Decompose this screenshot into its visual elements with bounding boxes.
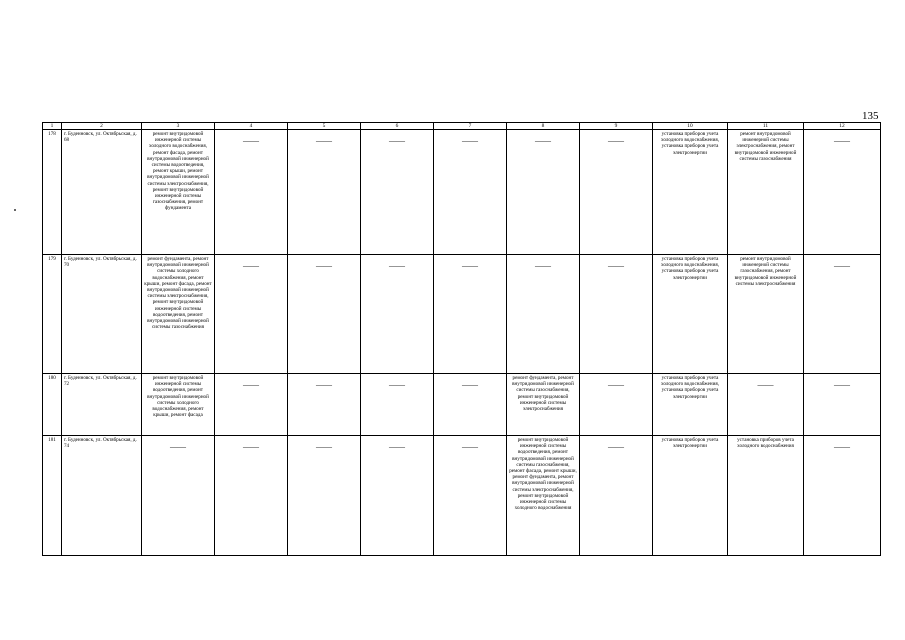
work-cell: ремонт внутридомовой инженерной системы водоотведения, ремонт внутридомовой инженерной системы газоснабжения, ремонт фасада, ремонт крыши, ремонт фундамента, ремонт внутридомовой инженерной системы электроснабжения, ремонт внутридомовой инженерной системы холодного водоснабжения xyxy=(507,436,580,556)
dash-cell: —— xyxy=(316,442,332,451)
dash-cell: —— xyxy=(462,261,478,270)
dash-cell: —— xyxy=(462,380,478,389)
work-cell: установка приборов учета электроэнергии xyxy=(653,436,728,556)
column-header: 11 xyxy=(728,123,804,130)
dash-cell: —— xyxy=(389,261,405,270)
dash-cell: —— xyxy=(389,442,405,451)
work-cell: установка приборов учета холодного водоснабжения, установка приборов учета электроэнергии xyxy=(653,255,728,374)
dash-cell: —— xyxy=(535,136,551,145)
dash-cell: —— xyxy=(170,442,186,451)
dash-cell: —— xyxy=(834,380,850,389)
table-row xyxy=(43,374,881,436)
column-header: 10 xyxy=(653,123,728,130)
address-cell: г. Буденновск, ул. Октябрьская, д. 70 xyxy=(62,255,142,374)
dash-cell: —— xyxy=(608,261,624,270)
row-number: 178 xyxy=(43,130,62,255)
column-header: 8 xyxy=(507,123,580,130)
table-row xyxy=(43,436,881,556)
column-header: 4 xyxy=(215,123,288,130)
work-cell: ремонт внутридомовой инженерной системы газоснабжения, ремонт внутридомовой инженерной системы электроснабжения xyxy=(728,255,804,374)
column-header: 3 xyxy=(142,123,215,130)
work-cell: ремонт фундамента, ремонт внутридомовой инженерной системы холодного водоснабжения, ремонт крыши, ремонт фасада, ремонт внутридомовой инженерной системы электроснабжения, ремонт внутридомовой инженерной системы водоотведения, ремонт внутридомовой инженерной системы газоснабжения xyxy=(142,255,215,374)
dash-cell: —— xyxy=(243,380,259,389)
dash-cell: —— xyxy=(834,261,850,270)
dash-cell: —— xyxy=(462,136,478,145)
dash-cell: —— xyxy=(608,442,624,451)
column-header: 5 xyxy=(288,123,361,130)
works-table xyxy=(42,122,881,556)
dash-cell: —— xyxy=(316,380,332,389)
column-header: 1 xyxy=(43,123,62,130)
dash-cell: —— xyxy=(243,261,259,270)
page-number: 135 xyxy=(862,110,879,122)
row-number: 181 xyxy=(43,436,62,556)
dash-cell: —— xyxy=(389,380,405,389)
address-cell: г. Буденновск, ул. Октябрьская, д. 68 xyxy=(62,130,142,255)
table-row xyxy=(43,130,881,255)
dash-cell: —— xyxy=(389,136,405,145)
work-cell: ремонт фундамента, ремонт внутридомовой инженерной системы газоснабжения, ремонт внутридомовой инженерной системы электроснабжения xyxy=(507,374,580,436)
work-cell: установка приборов учета холодного водоснабжения xyxy=(728,436,804,556)
table-row xyxy=(43,255,881,374)
column-header: 12 xyxy=(804,123,881,130)
dash-cell: —— xyxy=(462,442,478,451)
dash-cell: —— xyxy=(608,380,624,389)
address-cell: г. Буденновск, ул. Октябрьская, д. 72 xyxy=(62,374,142,436)
dash-cell: —— xyxy=(316,261,332,270)
dash-cell: —— xyxy=(243,442,259,451)
work-cell: ремонт внутридомовой инженерной системы холодного водоснабжения, ремонт фасада, ремонт внутридомовой инженерной системы водоотведения, ремонт крыши, ремонт внутридомовой инженерной системы электроснабжения, ремонт внутридомовой инженерной системы газоснабжения, ремонт фундамента xyxy=(142,130,215,255)
work-cell: ремонт внутридомовой инженерной системы электроснабжения, ремонт внутридомовой инженерной системы газоснабжения xyxy=(728,130,804,255)
dash-cell: —— xyxy=(834,442,850,451)
dash-cell: —— xyxy=(757,380,774,389)
dash-cell: —— xyxy=(316,136,332,145)
dash-cell: —— xyxy=(243,136,259,145)
row-number: 180 xyxy=(43,374,62,436)
column-header: 6 xyxy=(361,123,434,130)
dash-cell: —— xyxy=(608,136,624,145)
column-header: 7 xyxy=(434,123,507,130)
header-row xyxy=(43,123,881,130)
dash-cell: —— xyxy=(834,136,850,145)
dash-cell: —— xyxy=(535,261,551,270)
work-cell: установка приборов учета холодного водоснабжения, установка приборов учета электроэнергии xyxy=(653,130,728,255)
work-cell: ремонт внутридомовой инженерной системы водоотведения, ремонт внутридомовой инженерной системы холодного водоснабжения, ремонт крыши, ремонт фасада xyxy=(142,374,215,436)
column-header: 2 xyxy=(62,123,142,130)
column-header: 9 xyxy=(580,123,653,130)
work-cell: установка приборов учета холодного водоснабжения, установка приборов учета электроэнергии xyxy=(653,374,728,436)
address-cell: г. Буденновск, ул. Октябрьская, д. 74 xyxy=(62,436,142,556)
margin-mark xyxy=(14,209,16,211)
row-number: 179 xyxy=(43,255,62,374)
